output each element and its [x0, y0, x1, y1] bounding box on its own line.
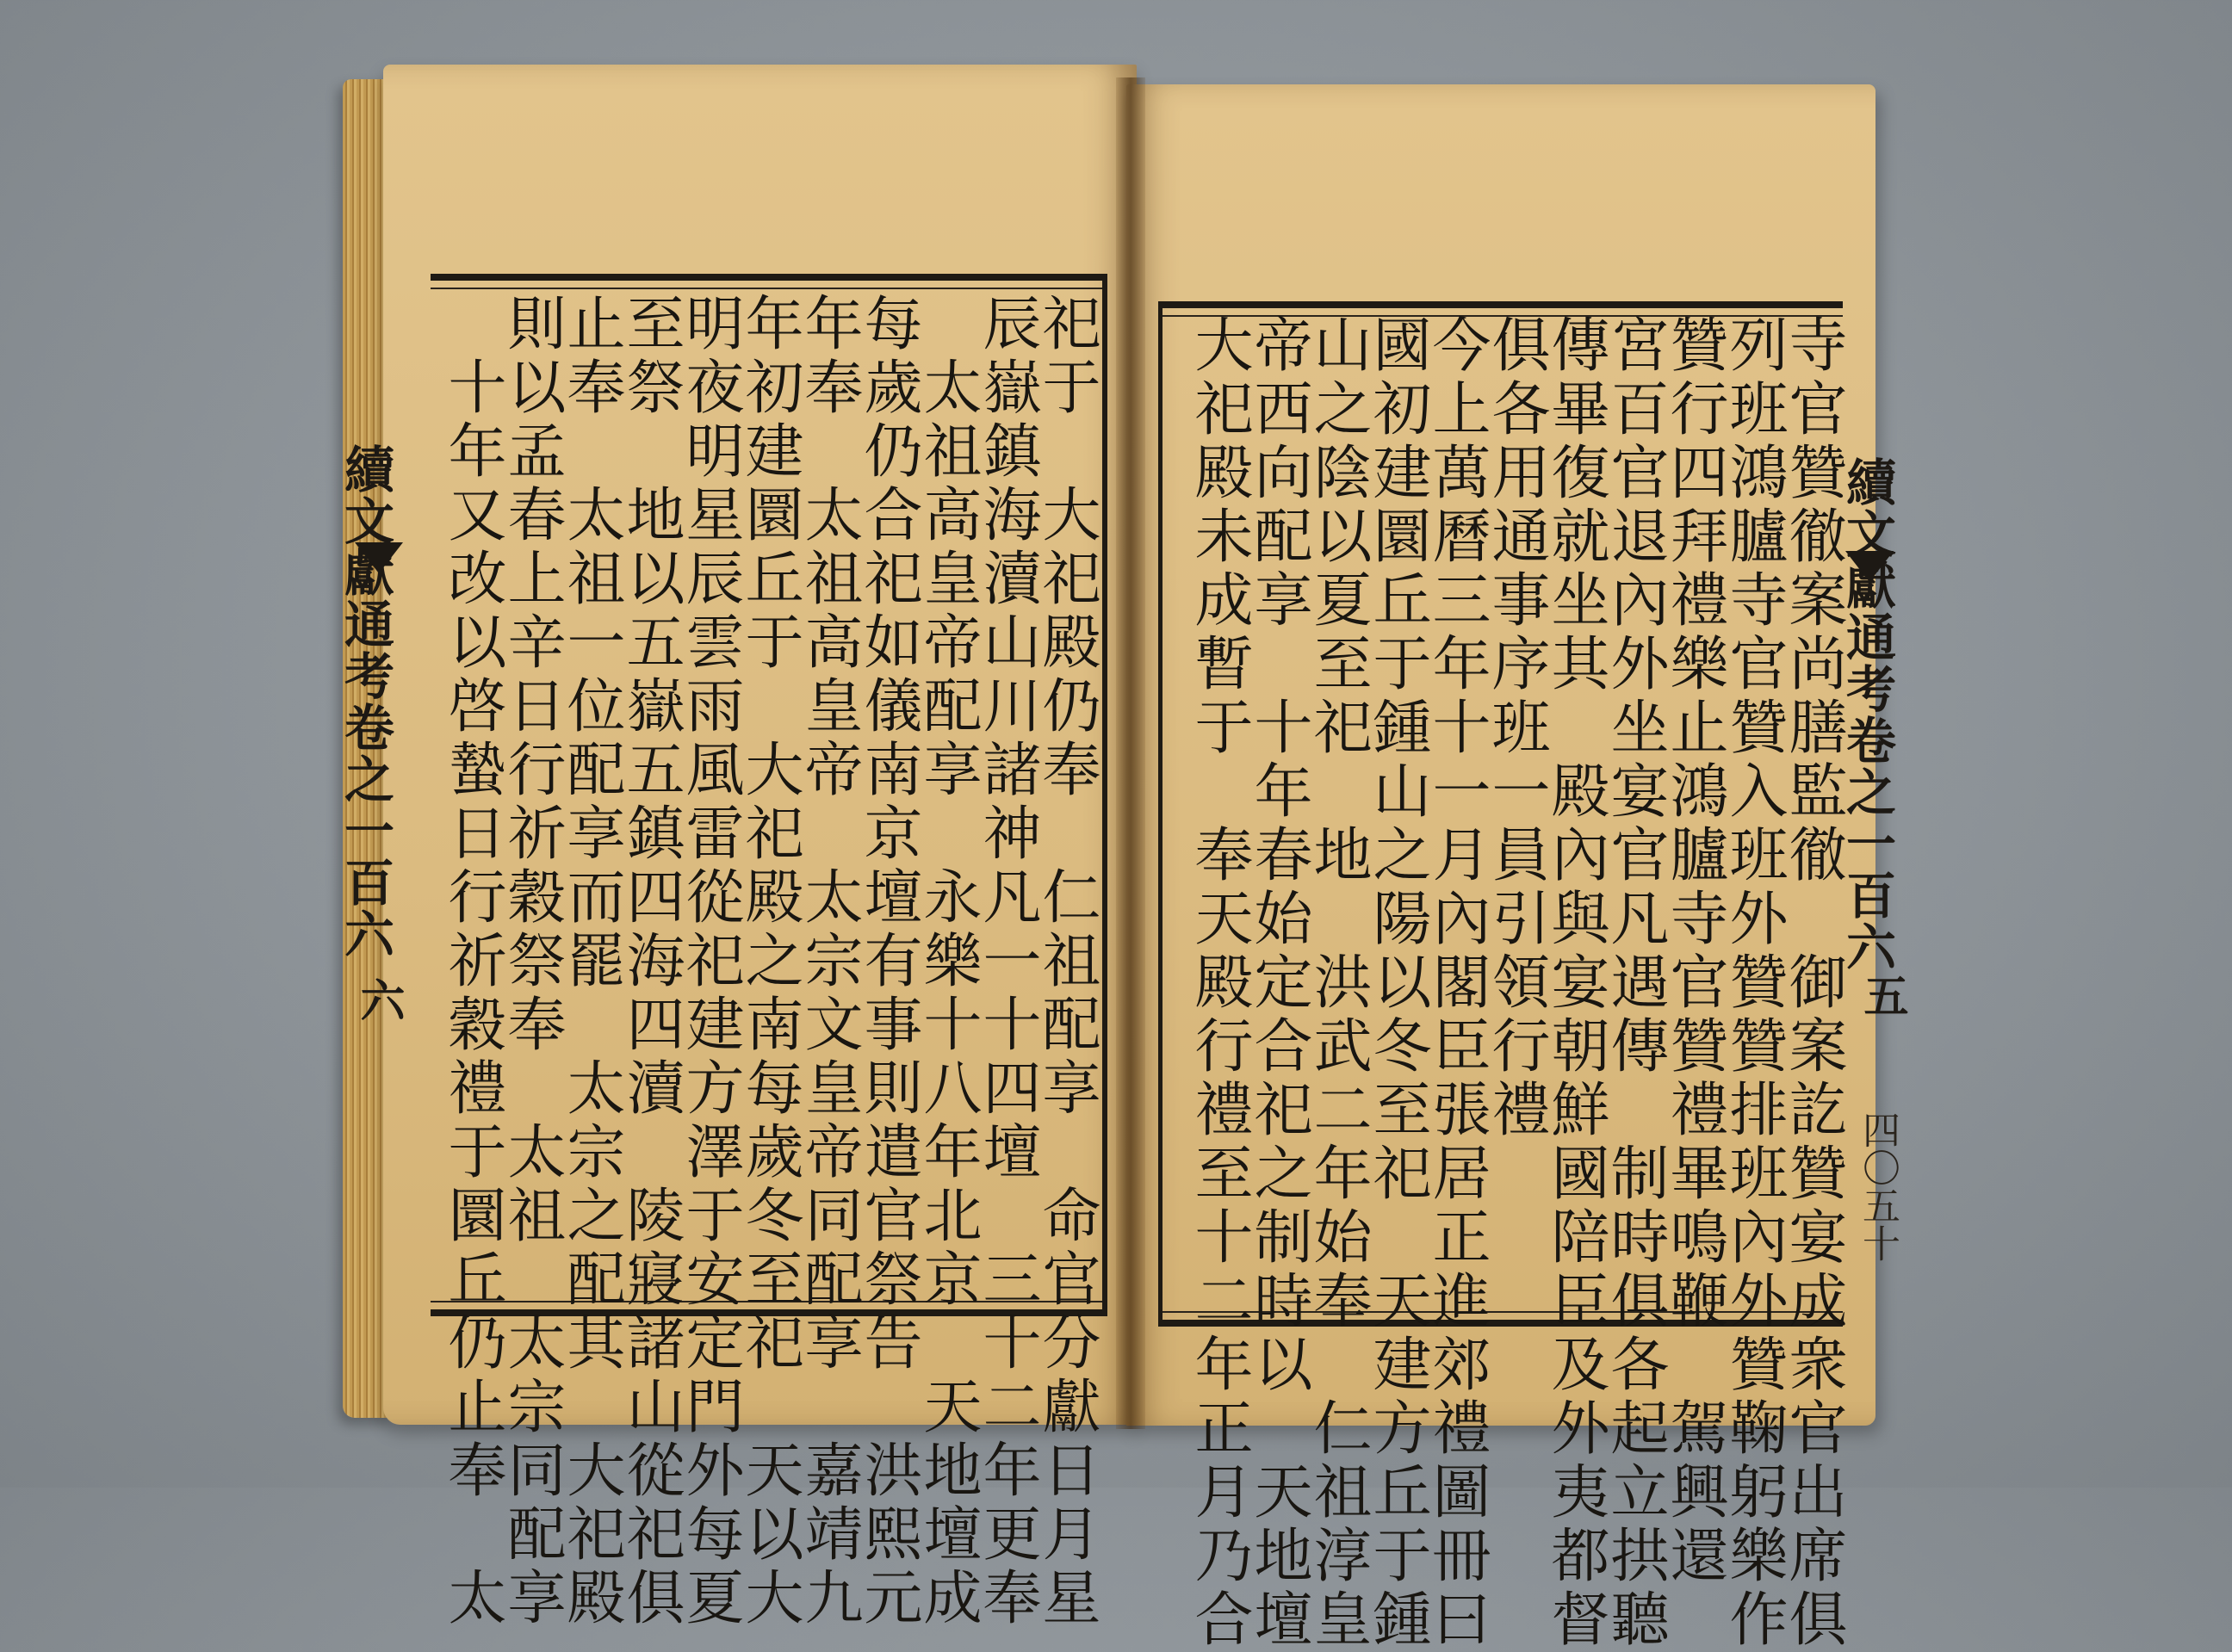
text-column: 列班鴻臚寺官贊入班外贊贊排班內外贊鞠躬樂作 [1720, 314, 1788, 1652]
text-column: 寺官贊徹案尚膳監徹 御案訖贊宴成衆官出席俱 [1779, 314, 1847, 1652]
text-column: 大祀殿未成暫于 奉天殿行禮至十二年正月乃合 [1185, 314, 1253, 1652]
text-column: 山之陰以夏至祀 地 洪武二年始奉 仁祖淳皇 [1304, 314, 1372, 1652]
text-column: 十年又改以啓蟄日行祈穀禮于圜丘仍止奉 太 [438, 293, 506, 1630]
text-column: 祀于 大祀殿仍奉 仁祖配享 命官分獻日月星 [1032, 293, 1100, 1630]
text-column: 則以孟春上辛日行祈穀祭奉 太祖 太宗同配享 [498, 293, 566, 1630]
text-column: 帝西向配享 十年春始定合祀之制時以 天地壇 [1244, 314, 1312, 1652]
right-fishtail-mark [1845, 551, 1894, 582]
left-fishtail-mark [355, 542, 403, 573]
text-column: 今上萬曆三年十一月內閣臣張居正進郊禮圖冊曰 [1423, 314, 1491, 1652]
text-column: 年奉 太祖高皇帝 太宗文皇帝同配享 嘉靖九 [795, 293, 863, 1630]
text-column: 年初建圜丘于 大祀殿之南每歲冬至祀 天以大 [735, 293, 803, 1630]
right-leaf-number: 五 [1856, 973, 1908, 1018]
text-column: 太祖高皇帝配享 永樂十八年北京 天地壇成 [914, 293, 982, 1630]
text-column: 每歲仍合祀如儀南京壇有事則遣官祭告 洪熙元 [854, 293, 922, 1630]
text-column: 傳畢復就坐其 殿內與宴朝鮮國陪臣及外夷都督 [1541, 314, 1609, 1652]
text-column: 辰嶽鎮海瀆山川諸神凡一十四壇 三十二年更奉 [973, 293, 1041, 1630]
text-column: 至祭 地以五嶽五鎮四海四瀆 陵寢諸山從祀俱 [617, 293, 685, 1630]
text-column: 贊行四拜禮樂止鴻臚寺官贊禮畢鳴鞭 駕興還 [1660, 314, 1728, 1588]
text-column: 宮百官退內外坐宴官凡遇傳 制時俱各起立拱聽 [1601, 314, 1669, 1652]
text-column: 俱各用通事序班一員引領行禮 [1482, 314, 1550, 1142]
text-column: 明夜明星辰雲雨風雷從祀建方澤于安定門外每夏 [676, 293, 744, 1630]
left-leaf-number: 六 [352, 977, 405, 1022]
book-gutter [1116, 77, 1145, 1429]
left-banner-title: 續文獻通考卷之一百六 [336, 443, 394, 960]
right-banner-title: 續文獻通考卷之一百六 [1838, 456, 1896, 973]
text-column: 止奉 太祖一位配享而罷 太宗之配其 大祀殿 [557, 293, 625, 1630]
right-folio-number: 四〇五十 [1856, 1111, 1900, 1262]
text-column: 國初建圜丘于鍾山之陽以冬至祀 天建方丘于鍾 [1363, 314, 1431, 1652]
